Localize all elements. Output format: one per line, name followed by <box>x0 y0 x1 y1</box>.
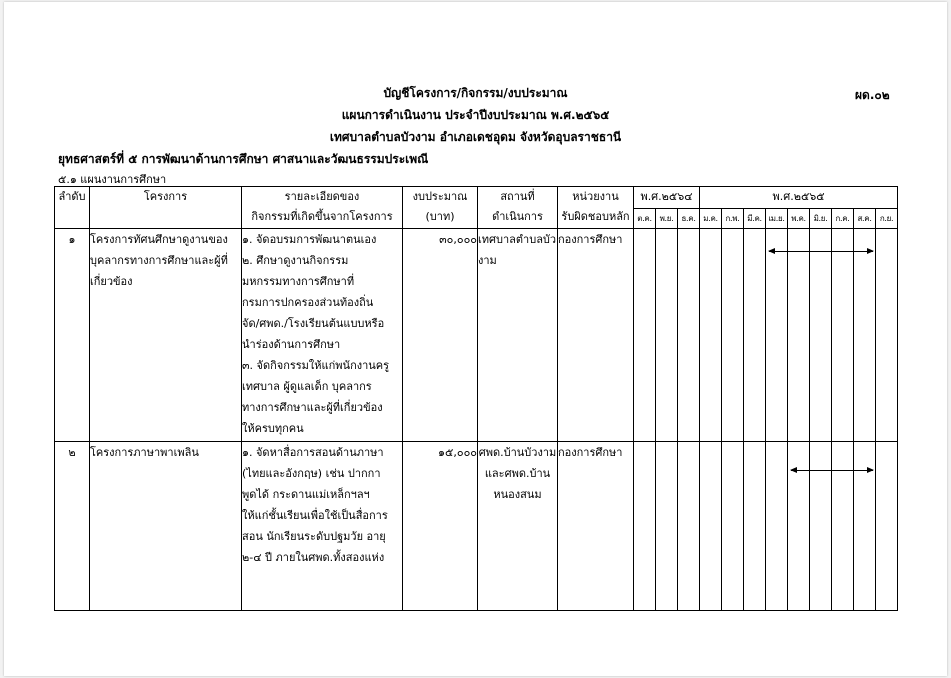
column-header-project: โครงการ <box>90 187 242 229</box>
table-row <box>55 229 898 442</box>
column-header-place-line1: สถานที่ <box>500 190 535 203</box>
detail-line: พูดได้ กระดานแม่เหล็กฯลฯ <box>242 488 370 501</box>
detail-line: เทศบาล ผู้ดูแลเด็ก บุคลากร <box>242 380 372 393</box>
detail-line: มหกรรมทางการศึกษาที่ <box>242 275 355 288</box>
row-number: ๑ <box>55 229 90 442</box>
month-cell <box>656 442 678 611</box>
column-header-unit-line2: รับผิดชอบหลัก <box>561 210 630 223</box>
month-cell <box>722 229 744 442</box>
month-cell <box>854 229 876 442</box>
column-header-no: ลำดับ <box>55 187 90 229</box>
organization-name: เทศบาลตำบลบัวงาม อำเภอเดชอุดม จังหวัดอุบลราชธานี <box>329 130 622 144</box>
column-header-detail-line1: รายละเอียดของ <box>284 190 360 203</box>
column-header-unit-line1: หน่วยงาน <box>572 190 619 203</box>
detail-line: ทางการศึกษาและผู้ที่เกี่ยวข้อง <box>242 401 383 414</box>
detail-line: (ไทยและอังกฤษ) เช่น ปากกา <box>242 467 381 480</box>
month-cell <box>722 442 744 611</box>
project-place: ศพด.บ้านบัวงามและศพด.บ้านหนองสนม <box>478 442 558 611</box>
document-title: บัญชีโครงการ/กิจกรรม/งบประมาณ <box>383 86 568 100</box>
document-subtitle: แผนการดำเนินงาน ประจำปีงบประมาณ พ.ศ.๒๕๖๕ <box>341 108 610 122</box>
project-detail <box>242 442 403 611</box>
month-header: ก.ย. <box>876 209 898 229</box>
budget-amount: ๑๕,๐๐๐ <box>403 442 478 611</box>
strategy-heading: ยุทธศาสตร์ที่ ๕ การพัฒนาด้านการศึกษา ศาสนาและวัฒนธรรมประเพณี <box>58 152 429 166</box>
responsible-unit: กองการศึกษา <box>558 442 634 611</box>
month-cell <box>700 442 722 611</box>
month-cell <box>678 229 700 442</box>
column-header-budget-line1: งบประมาณ <box>412 190 468 203</box>
month-cell <box>634 442 656 611</box>
column-header-year-2564: พ.ศ.๒๕๖๔ <box>634 187 700 209</box>
month-header: ก.พ. <box>722 209 744 229</box>
form-code: ผด.๐๒ <box>855 88 890 102</box>
budget-amount: ๓๐,๐๐๐ <box>403 229 478 442</box>
detail-line: ให้ครบทุกคน <box>242 422 304 435</box>
month-cell <box>810 229 832 442</box>
detail-line: ๑. จัดอบรมการพัฒนาตนเอง <box>242 233 377 246</box>
column-header-detail <box>242 187 403 229</box>
month-cell <box>700 229 722 442</box>
month-cell <box>766 229 788 442</box>
column-header-budget-line2: (บาท) <box>425 210 455 223</box>
detail-line: สอน นักเรียนระดับปฐมวัย อายุ <box>242 530 386 543</box>
month-cell <box>876 442 898 611</box>
month-header: มิ.ย. <box>810 209 832 229</box>
month-header: พ.ย. <box>656 209 678 229</box>
period-arrow <box>791 470 873 471</box>
detail-line: ๒-๔ ปี ภายในศพด.ทั้งสองแห่ง <box>242 551 385 564</box>
month-cell <box>788 229 810 442</box>
detail-line: จัด/ศพด./โรงเรียนต้นแบบหรือ <box>242 317 385 330</box>
month-header: ก.ค. <box>832 209 854 229</box>
month-cell <box>766 442 788 611</box>
month-header: เม.ย. <box>766 209 788 229</box>
month-cell <box>678 442 700 611</box>
detail-line: ๓. จัดกิจกรรมให้แก่พนักงานครู <box>242 359 390 372</box>
month-header: ส.ค. <box>854 209 876 229</box>
column-header-budget <box>403 187 478 229</box>
month-cell <box>810 442 832 611</box>
detail-line: ๑. จัดหาสื่อการสอนด้านภาษา <box>242 446 384 459</box>
project-name: โครงการภาษาพาเพลิน <box>90 442 242 611</box>
detail-line: ๒. ศึกษาดูงานกิจกรรม <box>242 254 349 267</box>
period-arrow <box>769 251 873 252</box>
month-cell <box>832 442 854 611</box>
month-cell <box>744 229 766 442</box>
month-header: ต.ค. <box>634 209 656 229</box>
table-row <box>55 442 898 611</box>
detail-line: นำร่องด้านการศึกษา <box>242 338 341 351</box>
month-header: พ.ค. <box>788 209 810 229</box>
month-cell <box>744 442 766 611</box>
detail-line: ให้แก่ชั้นเรียนเพื่อใช้เป็นสื่อการ <box>242 509 388 522</box>
project-place: เทศบาลตำบลบัวงาม <box>478 229 558 442</box>
month-header: ม.ค. <box>700 209 722 229</box>
column-header-unit <box>558 187 634 229</box>
column-header-place <box>478 187 558 229</box>
project-detail <box>242 229 403 442</box>
document-page <box>4 2 947 676</box>
month-cell <box>876 229 898 442</box>
row-number: ๒ <box>55 442 90 611</box>
project-name: โครงการทัศนศึกษาดูงานของบุคลากรทางการศึกษาและผู้ที่เกี่ยวข้อง <box>90 229 242 442</box>
plan-heading: ๕.๑ แผนงานการศึกษา <box>58 173 167 186</box>
month-header: มี.ค. <box>744 209 766 229</box>
detail-line: กรมการปกครองส่วนท้องถิ่น <box>242 296 374 309</box>
month-header: ธ.ค. <box>678 209 700 229</box>
column-header-year-2565: พ.ศ.๒๕๖๕ <box>700 187 898 209</box>
column-header-detail-line2: กิจกรรมที่เกิดขึ้นจากโครงการ <box>251 210 393 223</box>
responsible-unit: กองการศึกษา <box>558 229 634 442</box>
month-cell <box>634 229 656 442</box>
month-cell <box>832 229 854 442</box>
column-header-place-line2: ดำเนินการ <box>492 210 543 223</box>
month-cell <box>656 229 678 442</box>
